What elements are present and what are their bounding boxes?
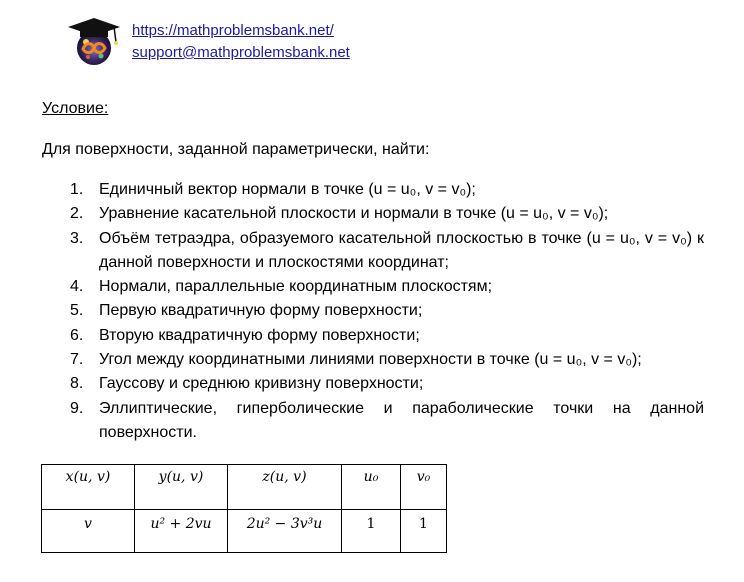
task-text: Объём тетраэдра, образуемого касательной плоскостью в точке (u = u₀, v = v₀) к данной поверхности и плоскостями координат; <box>99 229 704 271</box>
header-cell-v0: v₀ <box>401 465 447 510</box>
task-text: Единичный вектор нормали в точке (u = u₀, v = v₀); <box>99 181 476 198</box>
task-text: Первую квадратичную форму поверхности; <box>99 302 423 320</box>
task-text: Гауссову и среднюю кривизну поверхности; <box>99 375 424 393</box>
condition-label: Условие: <box>42 100 109 117</box>
value-cell-v0: 1 <box>401 510 447 553</box>
task-item: 6. Вторую квадратичную форму поверхности; <box>42 324 704 348</box>
problem-intro: Для поверхности, заданной параметрически, найти: <box>42 141 430 158</box>
value-cell-y: u² + 2vu <box>135 510 228 553</box>
website-link[interactable]: https://mathproblemsbank.net/ <box>132 22 334 39</box>
value-cell-u0: 1 <box>342 510 401 553</box>
header-cell-z: z(u, v) <box>228 465 342 510</box>
header-cell-u0: u₀ <box>342 465 401 510</box>
task-item: 3. Объём тетраэдра, образуемого касательной плоскостью в точке (u = u₀, v = v₀) к данной поверхности и плоскостями координат; <box>42 227 704 276</box>
parameters-table <box>41 464 447 553</box>
graduation-cap-logo-icon <box>66 12 122 68</box>
email-link[interactable]: support@mathproblemsbank.net <box>132 44 350 61</box>
task-item: 1. Единичный вектор нормали в точке (u = u₀, v = v₀); <box>42 178 704 202</box>
task-item: 9. Эллиптические, гиперболические и параболические точки на данной поверхности. <box>42 397 704 446</box>
task-item: 5. Первую квадратичную форму поверхности; <box>42 299 704 323</box>
task-item: 2. Уравнение касательной плоскости и нормали в точке (u = u₀, v = v₀); <box>42 202 704 226</box>
task-text: Угол между координатными линиями поверхности в точке (u = u₀, v = v₀); <box>99 351 642 369</box>
table-row <box>42 510 447 553</box>
value-cell-z: 2u² − 3v³u <box>228 510 342 553</box>
task-item: 4. Нормали, параллельные координатным плоскостям; <box>42 275 704 299</box>
header-cell-y: y(u, v) <box>135 465 228 510</box>
task-item: 7. Угол между координатными линиями поверхности в точке (u = u₀, v = v₀); <box>42 348 704 372</box>
task-text: Уравнение касательной плоскости и нормали в точке (u = u₀, v = v₀); <box>99 205 609 223</box>
table-header-row <box>42 465 447 510</box>
task-item: 8. Гауссову и среднюю кривизну поверхности; <box>42 372 704 396</box>
task-text: Эллиптические, гиперболические и параболические точки на данной поверхности. <box>99 399 704 441</box>
header <box>66 12 350 68</box>
header-cell-x: x(u, v) <box>42 465 135 510</box>
value-cell-x: v <box>42 510 135 553</box>
task-text: Нормали, параллельные координатным плоскостям; <box>99 278 493 296</box>
task-list <box>42 178 704 445</box>
task-text: Вторую квадратичную форму поверхности; <box>99 326 420 344</box>
